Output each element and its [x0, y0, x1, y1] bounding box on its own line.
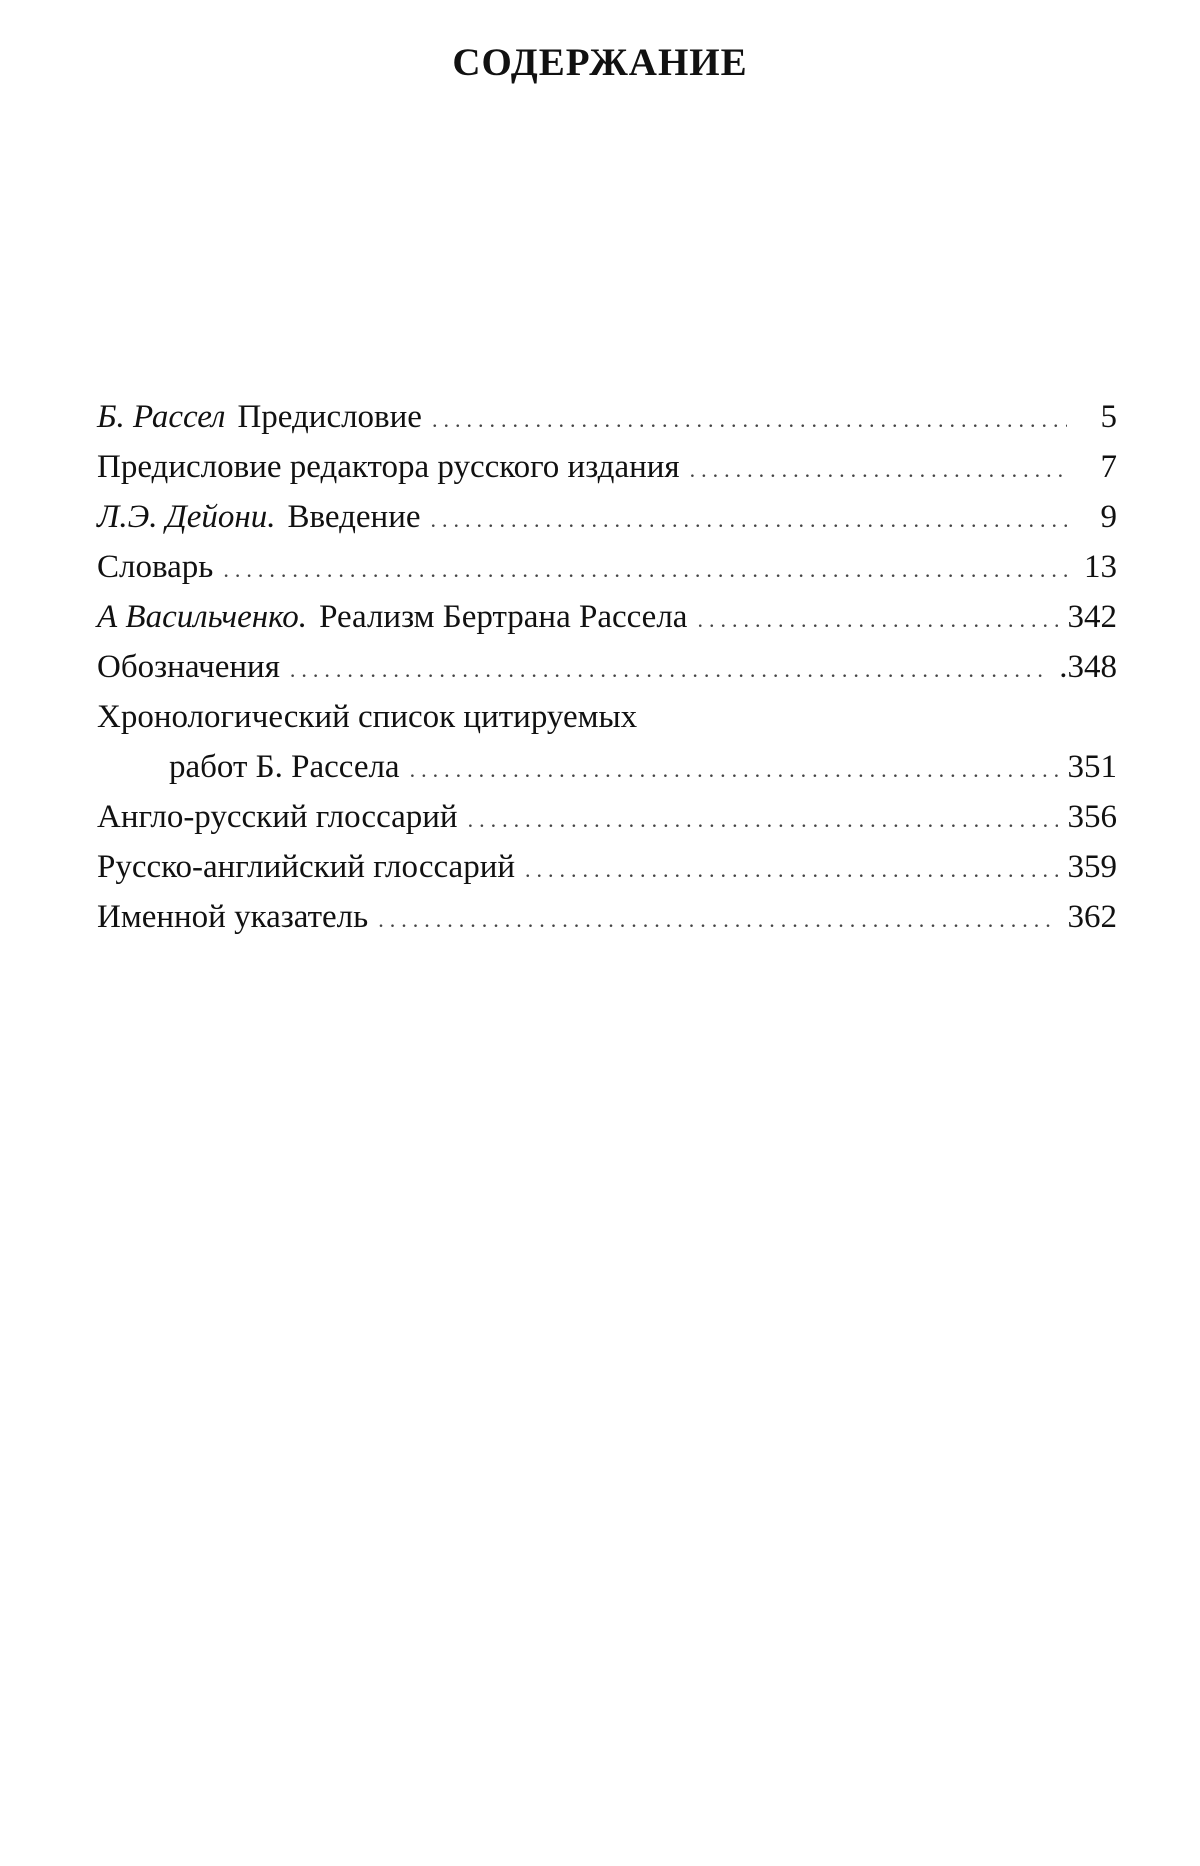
toc-entry-introduction: [97, 492, 1117, 542]
toc-entry-title: Предисловие: [237, 399, 422, 435]
toc-entry-author: А Васильченко.: [97, 599, 308, 635]
toc-entry-page: 342: [1067, 599, 1117, 635]
dot-leader: [431, 495, 1068, 545]
dot-leader: [525, 845, 1057, 895]
toc-entry-dictionary: [97, 542, 1117, 592]
toc-entry-page: 356: [1067, 799, 1117, 835]
toc-entry-title: Именной указатель: [97, 899, 369, 935]
table-of-contents: [97, 392, 1117, 942]
dot-leader: [378, 895, 1057, 945]
toc-entry-title: Русско-английский глоссарий: [97, 849, 516, 885]
toc-entry-preface: [97, 392, 1117, 442]
dot-leader: [290, 645, 1049, 695]
toc-entry-title: Словарь: [97, 549, 214, 585]
dot-leader: [697, 595, 1057, 645]
toc-entry-chronological-list: [97, 692, 1117, 742]
toc-entry-page: 9: [1100, 499, 1117, 535]
toc-entry-name-index: [97, 892, 1117, 942]
toc-entry-page: 351: [1067, 749, 1117, 785]
dot-leader: [432, 395, 1067, 445]
toc-entry-notation: [97, 642, 1117, 692]
toc-entry-title: Англо-русский глоссарий: [97, 799, 458, 835]
toc-entry-page: 7: [1100, 449, 1117, 485]
toc-entry-page: 362: [1067, 899, 1117, 935]
dot-leader: [690, 445, 1067, 495]
toc-entry-chronological-list-cont: [97, 742, 1117, 792]
toc-entry-title: Хронологический список цитируемых: [97, 699, 638, 735]
toc-entry-page: 13: [1084, 549, 1117, 585]
toc-entry-title: Предисловие редактора русского издания: [97, 449, 680, 485]
dot-leader: [223, 545, 1067, 595]
toc-entry-title: Обозначения: [97, 649, 280, 685]
toc-entry-author: Б. Рассел: [97, 399, 226, 435]
toc-entry-english-russian-glossary: [97, 792, 1117, 842]
toc-entry-title: Реализм Бертрана Рассела: [319, 599, 688, 635]
dot-leader: [410, 745, 1058, 795]
page-title: СОДЕРЖАНИЕ: [452, 41, 748, 84]
toc-entry-page: 359: [1067, 849, 1117, 885]
dot-leader: [468, 795, 1058, 845]
toc-entry-author: Л.Э. Дейони.: [97, 499, 276, 535]
toc-entry-russian-english-glossary: [97, 842, 1117, 892]
toc-entry-title: работ Б. Рассела: [169, 749, 400, 785]
toc-entry-page: .348: [1059, 649, 1117, 685]
toc-entry-title: Введение: [287, 499, 421, 535]
toc-entry-editor-preface: [97, 442, 1117, 492]
toc-entry-realism: [97, 592, 1117, 642]
toc-entry-page: 5: [1100, 399, 1117, 435]
